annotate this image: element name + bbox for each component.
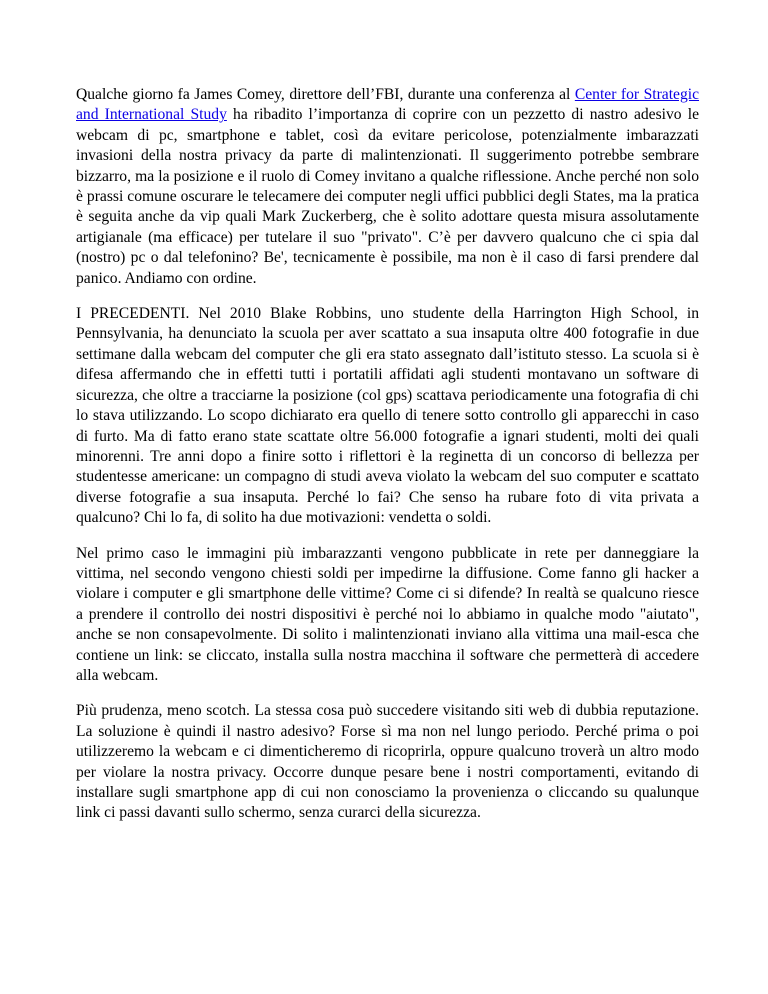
paragraph-hacker-methods: Nel primo caso le immagini più imbarazzanti vengono pubblicate in rete per danneggiare la vittima, nel secondo vengono chiesti soldi per impedirne la diffusione. Come fanno gli hacker a violare i computer e gli smartphone delle vittime? Come ci si difende? In realtà se qualcuno riesce a prendere il controllo dei nostri dispositivi è perché noi lo abbiamo in qualche modo "aiutato", anche se non consapevolmente. Di solito i malintenzionati inviano alla vittima una mail-esca che contiene un link: se cliccato, installa sulla nostra macchina il software che permetterà di accedere alla webcam. [76, 544, 699, 684]
document-body [76, 85, 699, 839]
paragraph-intro-text-before-link: Qualche giorno fa James Comey, direttore dell’FBI, durante una conferenza al [76, 86, 575, 103]
paragraph-intro-text-after-link: ha ribadito l’importanza di coprire con un pezzetto di nastro adesivo le webcam di pc, smartphone e tablet, così da evitare pericolose, potenzialmente imbarazzati invasioni della nostra privacy da parte di malintenzionati. Il suggerimento potrebbe sembrare bizzarro, ma la posizione e il ruolo di Comey invitano a qualche riflessione. Anche perché non solo è prassi comune oscurare le telecamere dei computer negli uffici pubblici degli States, ma la pratica è seguita anche da vip quali Mark Zuckerberg, che è solito adottare questa misura assolutamente artigianale (ma efficace) per tutelare il suo "privato". C’è per davvero qualcuno che ci spia dal (nostro) pc o dal telefonino? Be', tecnicamente è possibile, ma non è il caso di farsi prendere dal panico. Andiamo con ordine. [76, 106, 699, 287]
csis-link[interactable]: Center for Strategic and International Study [76, 86, 700, 124]
paragraph-intro [76, 85, 699, 289]
paragraph-prudenza: Più prudenza, meno scotch. La stessa cosa può succedere visitando siti web di dubbia reputazione. La soluzione è quindi il nastro adesivo? Forse sì ma non nel lungo periodo. Perché prima o poi utilizzeremo la webcam e ci dimenticheremo di ricoprirla, oppure qualcuno troverà un altro modo per violare la nostra privacy. Occorre dunque pesare bene i nostri comportamenti, evitando di installare sugli smartphone app di cui non conosciamo la provenienza o cliccando su qualunque link ci passi davanti sullo schermo, senza curarci della sicurezza. [76, 702, 699, 822]
paragraph-precedenti: I PRECEDENTI. Nel 2010 Blake Robbins, uno studente della Harrington High School, in Pennsylvania, ha denunciato la scuola per aver scattato a sua insaputa oltre 400 fotografie in due settimane dalla webcam del computer che gli era stato assegnato dall’istituto stesso. La scuola si è difesa affermando che in effetti tutti i portatili affidati agli studenti montavano un software di sicurezza, che oltre a tracciarne la posizione (col gps) scattava periodicamente una fotografia di chi lo stava utilizzando. Lo scopo dichiarato era quello di tenere sotto controllo gli apparecchi in caso di furto. Ma di fatto erano state scattate oltre 56.000 fotografie a ignari studenti, molti dei quali minorenni. Tre anni dopo a finire sotto i riflettori è la reginetta di un concorso di bellezza per studentesse americane: un compagno di studi aveva violato la webcam del suo computer e scattato diverse fotografie a sua insaputa. Perché lo fai? Che senso ha rubare foto di vita privata a qualcuno? Chi lo fa, di solito ha due motivazioni: vendetta o soldi. [76, 305, 699, 527]
